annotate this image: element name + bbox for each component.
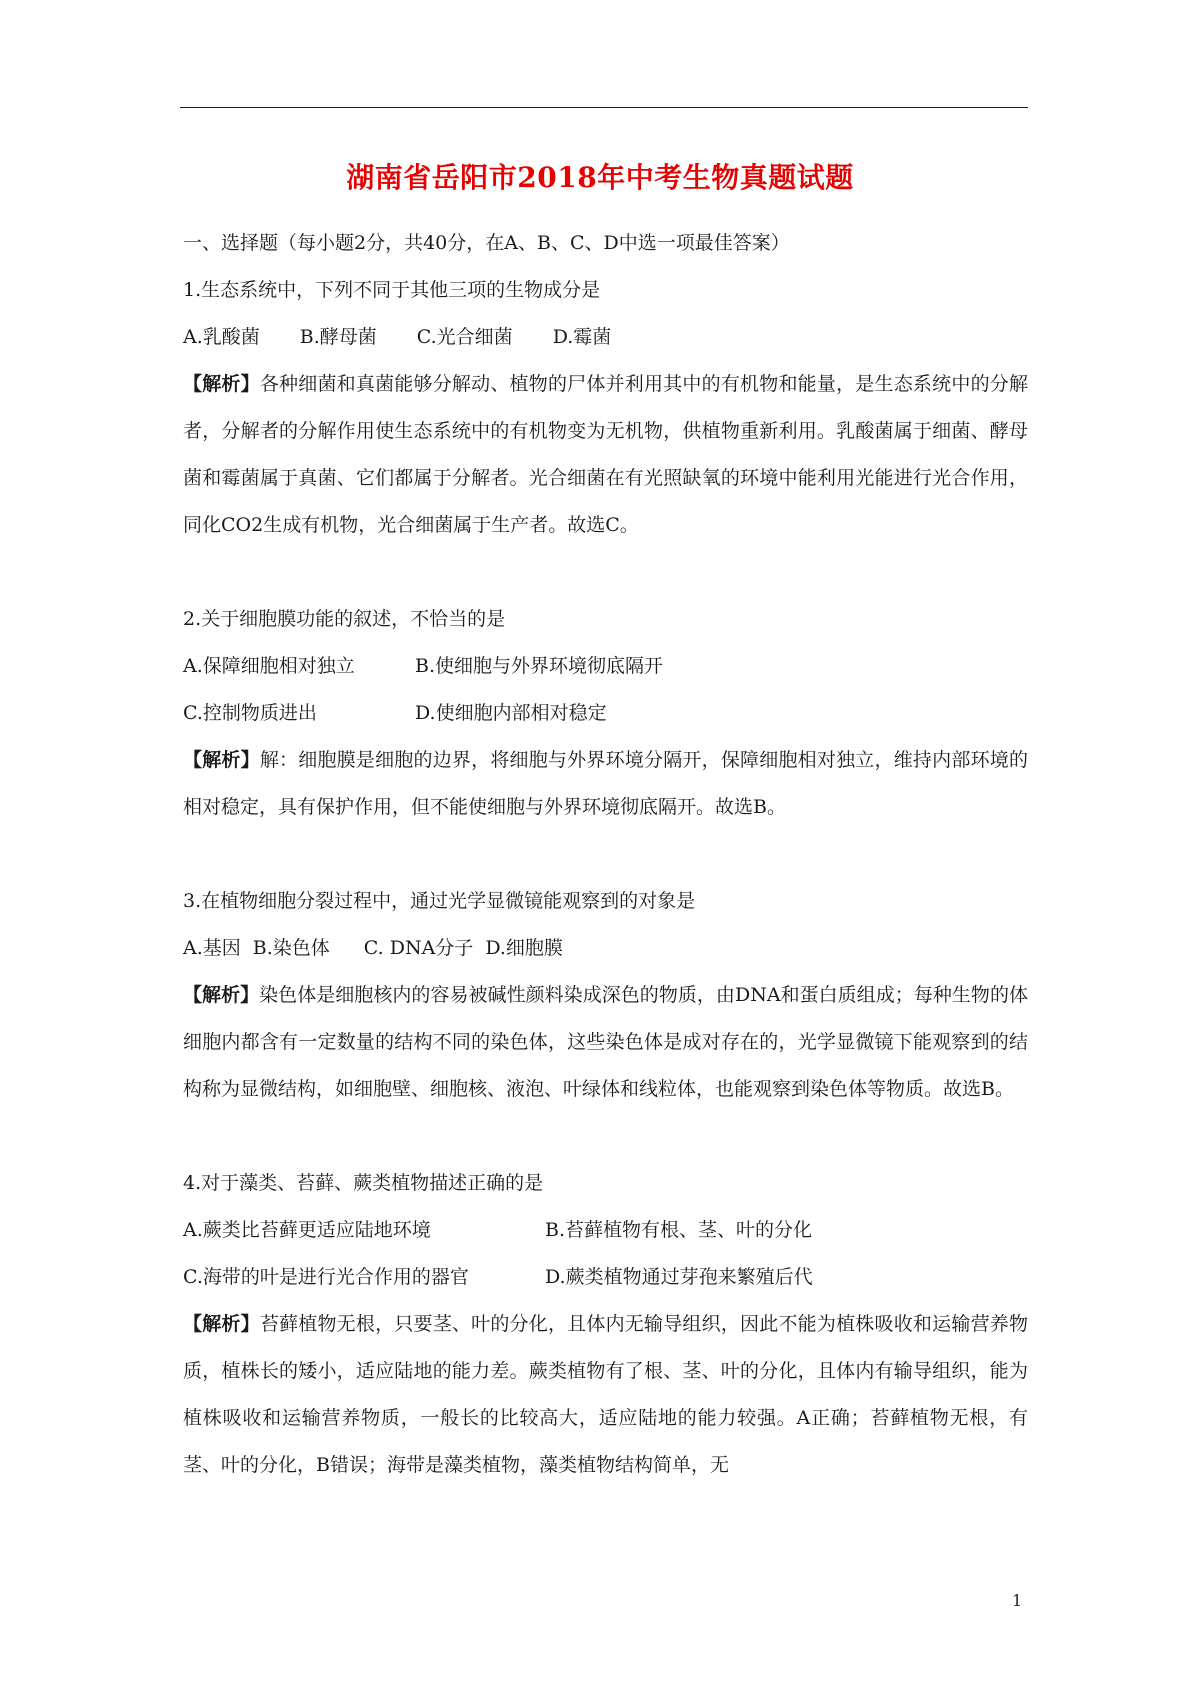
option-b: B.使细胞与外界环境彻底隔开 xyxy=(415,655,664,677)
option-a: A.基因 xyxy=(183,937,241,959)
option-d: D.霉菌 xyxy=(552,326,612,348)
option-c: C. DNA分子 xyxy=(363,937,474,959)
question-stem: 3.在植物细胞分裂过程中，通过光学显微镜能观察到的对象是 xyxy=(183,890,696,912)
option-list xyxy=(183,1207,1028,1254)
spacer xyxy=(183,549,1028,596)
option-list xyxy=(183,1254,1028,1301)
option-a: A.乳酸菌 xyxy=(183,326,260,348)
question-2 xyxy=(183,596,1028,831)
analysis-label: 【解析】 xyxy=(183,749,260,771)
section-heading: 一、选择题（每小题2分，共40分，在A、B、C、D中选一项最佳答案） xyxy=(183,232,790,254)
option-d: D.使细胞内部相对稳定 xyxy=(415,702,607,724)
document-body xyxy=(183,220,1028,1489)
analysis-text: 各种细菌和真菌能够分解动、植物的尸体并利用其中的有机物和能量，是生态系统中的分解者，分解者的分解作用使生态系统中的有机物变为无机物，供植物重新利用。乳酸菌属于细菌、酵母菌和霉菌属于真菌、它们都属于分解者。光合细菌在有光照缺氧的环境中能利用光能进行光合作用，同化CO2生成有机物，光合细菌属于生产者。故选C。 xyxy=(183,373,1028,536)
option-b: B.染色体 xyxy=(252,937,330,959)
analysis-paragraph xyxy=(183,361,1028,549)
analysis-label: 【解析】 xyxy=(183,373,260,395)
analysis-label: 【解析】 xyxy=(183,984,260,1006)
option-b: B.酵母菌 xyxy=(299,326,377,348)
analysis-label: 【解析】 xyxy=(183,1313,260,1335)
option-b: B.苔藓植物有根、茎、叶的分化 xyxy=(545,1219,813,1241)
option-a: A.保障细胞相对独立 xyxy=(183,655,355,677)
analysis-paragraph xyxy=(183,1301,1028,1489)
spacer xyxy=(183,1113,1028,1160)
analysis-paragraph xyxy=(183,737,1028,831)
option-c: C.控制物质进出 xyxy=(183,702,317,724)
page-title: 湖南省岳阳市2018年中考生物真题试题 xyxy=(346,161,854,194)
question-3 xyxy=(183,878,1028,1113)
question-stem: 2.关于细胞膜功能的叙述，不恰当的是 xyxy=(183,608,506,630)
option-c: C.光合细菌 xyxy=(416,326,513,348)
header-rule xyxy=(180,107,1028,108)
option-list xyxy=(183,314,1028,361)
option-c: C.海带的叶是进行光合作用的器官 xyxy=(183,1266,469,1288)
question-1 xyxy=(183,267,1028,549)
analysis-text: 苔藓植物无根，只要茎、叶的分化，且体内无输导组织，因此不能为植株吸收和运输营养物质，植株长的矮小，适应陆地的能力差。蕨类植物有了根、茎、叶的分化，且体内有输导组织，能为植株吸收和运输营养物质，一般长的比较高大，适应陆地的能力较强。A正确；苔藓植物无根，有茎、叶的分化，B错误；海带是藻类植物，藻类植物结构简单，无 xyxy=(183,1313,1028,1476)
option-d: D.细胞膜 xyxy=(485,937,563,959)
question-4 xyxy=(183,1160,1028,1489)
spacer xyxy=(183,831,1028,878)
question-stem: 1.生态系统中，下列不同于其他三项的生物成分是 xyxy=(183,279,601,301)
analysis-paragraph xyxy=(183,972,1028,1113)
option-a: A.蕨类比苔藓更适应陆地环境 xyxy=(183,1219,431,1241)
option-list xyxy=(183,643,1028,690)
option-list xyxy=(183,925,1028,972)
analysis-text: 染色体是细胞核内的容易被碱性颜料染成深色的物质，由DNA和蛋白质组成；每种生物的体细胞内都含有一定数量的结构不同的染色体，这些染色体是成对存在的，光学显微镜下能观察到的结构称为显微结构，如细胞壁、细胞核、液泡、叶绿体和线粒体，也能观察到染色体等物质。故选B。 xyxy=(183,984,1028,1100)
option-d: D.蕨类植物通过芽孢来繁殖后代 xyxy=(545,1266,813,1288)
question-stem: 4.对于藻类、苔藓、蕨类植物描述正确的是 xyxy=(183,1172,544,1194)
analysis-text: 解：细胞膜是细胞的边界，将细胞与外界环境分隔开，保障细胞相对独立，维持内部环境的相对稳定，具有保护作用，但不能使细胞与外界环境彻底隔开。故选B。 xyxy=(183,749,1028,818)
page-number: 1 xyxy=(1012,1591,1023,1610)
option-list xyxy=(183,690,1028,737)
